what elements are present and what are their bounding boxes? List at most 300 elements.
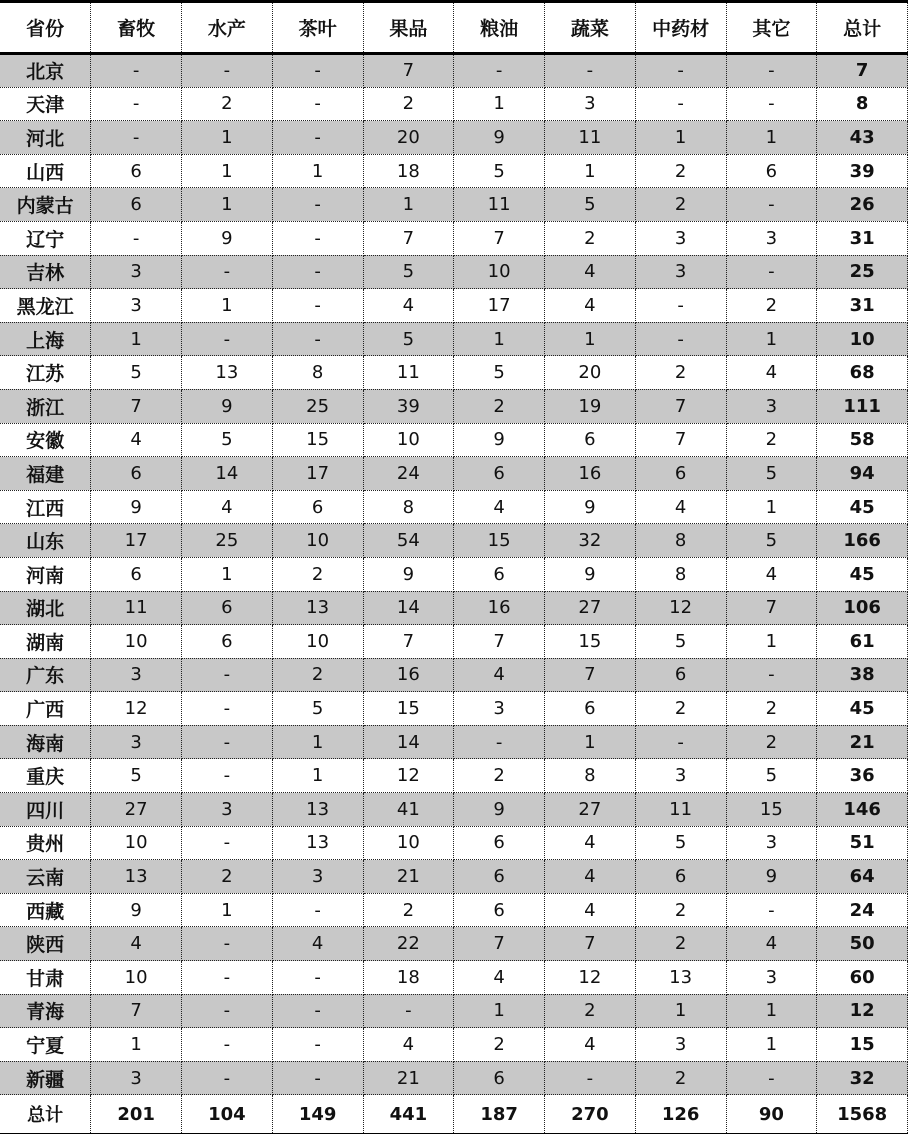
- value-cell: 4: [182, 490, 273, 524]
- row-total-cell: 12: [817, 994, 908, 1028]
- value-cell: 14: [182, 457, 273, 491]
- value-cell: 6: [454, 1061, 545, 1095]
- value-cell: 24: [363, 457, 454, 491]
- province-cell: 安徽: [0, 423, 91, 457]
- value-cell: 1: [635, 994, 726, 1028]
- value-cell: 21: [363, 860, 454, 894]
- value-cell: -: [726, 87, 817, 121]
- value-cell: 13: [91, 860, 182, 894]
- value-cell: 20: [545, 356, 636, 390]
- value-cell: 10: [91, 826, 182, 860]
- table-row: [0, 591, 908, 625]
- province-cell: 上海: [0, 322, 91, 356]
- value-cell: 4: [545, 1028, 636, 1062]
- value-cell: -: [182, 759, 273, 793]
- value-cell: 6: [454, 457, 545, 491]
- column-total-cell: 104: [182, 1095, 273, 1134]
- table-row: [0, 625, 908, 659]
- value-cell: 2: [182, 860, 273, 894]
- value-cell: -: [545, 1061, 636, 1095]
- value-cell: 11: [635, 793, 726, 827]
- row-total-cell: 36: [817, 759, 908, 793]
- value-cell: 1: [726, 322, 817, 356]
- value-cell: 5: [363, 322, 454, 356]
- province-cell: 广西: [0, 692, 91, 726]
- value-cell: -: [182, 927, 273, 961]
- table-row: [0, 893, 908, 927]
- value-cell: -: [363, 994, 454, 1028]
- value-cell: 2: [545, 221, 636, 255]
- value-cell: 3: [635, 759, 726, 793]
- value-cell: 6: [91, 457, 182, 491]
- row-total-cell: 25: [817, 255, 908, 289]
- value-cell: 15: [545, 625, 636, 659]
- table-row: [0, 490, 908, 524]
- value-cell: 7: [363, 221, 454, 255]
- table-row: [0, 927, 908, 961]
- value-cell: 9: [726, 860, 817, 894]
- value-cell: 6: [454, 826, 545, 860]
- value-cell: 1: [272, 759, 363, 793]
- row-total-cell: 60: [817, 961, 908, 995]
- value-cell: 1: [635, 121, 726, 155]
- value-cell: -: [182, 994, 273, 1028]
- value-cell: 3: [635, 1028, 726, 1062]
- province-cell: 广东: [0, 658, 91, 692]
- value-cell: 7: [545, 658, 636, 692]
- row-total-cell: 64: [817, 860, 908, 894]
- table-row: [0, 658, 908, 692]
- value-cell: 6: [635, 860, 726, 894]
- value-cell: 1: [272, 154, 363, 188]
- value-cell: 10: [272, 524, 363, 558]
- value-cell: 3: [726, 389, 817, 423]
- value-cell: 2: [454, 389, 545, 423]
- value-cell: 3: [635, 255, 726, 289]
- value-cell: 6: [635, 457, 726, 491]
- value-cell: 1: [182, 557, 273, 591]
- column-header: 蔬菜: [545, 2, 636, 54]
- value-cell: 3: [182, 793, 273, 827]
- value-cell: 3: [91, 255, 182, 289]
- value-cell: 4: [363, 289, 454, 323]
- value-cell: -: [272, 322, 363, 356]
- value-cell: 4: [545, 255, 636, 289]
- value-cell: 3: [454, 692, 545, 726]
- value-cell: 12: [91, 692, 182, 726]
- value-cell: 9: [182, 221, 273, 255]
- value-cell: 5: [272, 692, 363, 726]
- value-cell: 8: [635, 557, 726, 591]
- value-cell: 1: [182, 121, 273, 155]
- value-cell: 1: [91, 322, 182, 356]
- value-cell: 2: [363, 893, 454, 927]
- province-cell: 青海: [0, 994, 91, 1028]
- value-cell: 6: [91, 154, 182, 188]
- value-cell: 7: [454, 221, 545, 255]
- value-cell: -: [635, 725, 726, 759]
- value-cell: 2: [454, 1028, 545, 1062]
- value-cell: 7: [91, 389, 182, 423]
- value-cell: 6: [182, 625, 273, 659]
- header-row: [0, 2, 908, 54]
- value-cell: 22: [363, 927, 454, 961]
- column-header: 茶叶: [272, 2, 363, 54]
- value-cell: 32: [545, 524, 636, 558]
- value-cell: -: [635, 87, 726, 121]
- value-cell: 16: [545, 457, 636, 491]
- value-cell: 13: [272, 591, 363, 625]
- province-cell: 河北: [0, 121, 91, 155]
- value-cell: 54: [363, 524, 454, 558]
- province-cell: 吉林: [0, 255, 91, 289]
- value-cell: 18: [363, 961, 454, 995]
- value-cell: -: [182, 54, 273, 88]
- value-cell: 4: [272, 927, 363, 961]
- value-cell: 8: [272, 356, 363, 390]
- value-cell: 4: [635, 490, 726, 524]
- table-row: [0, 255, 908, 289]
- table-row: [0, 289, 908, 323]
- value-cell: 1: [182, 154, 273, 188]
- value-cell: 1: [545, 322, 636, 356]
- total-row: [0, 1095, 908, 1134]
- value-cell: 6: [182, 591, 273, 625]
- table-row: [0, 692, 908, 726]
- value-cell: 10: [91, 625, 182, 659]
- row-total-cell: 39: [817, 154, 908, 188]
- province-cell: 重庆: [0, 759, 91, 793]
- value-cell: 15: [272, 423, 363, 457]
- value-cell: 10: [91, 961, 182, 995]
- province-cell: 海南: [0, 725, 91, 759]
- value-cell: 4: [91, 927, 182, 961]
- column-total-cell: 1568: [817, 1095, 908, 1134]
- table-row: [0, 457, 908, 491]
- row-total-cell: 61: [817, 625, 908, 659]
- table-row: [0, 1028, 908, 1062]
- value-cell: 4: [545, 289, 636, 323]
- value-cell: 9: [545, 557, 636, 591]
- value-cell: 7: [635, 423, 726, 457]
- value-cell: 2: [635, 154, 726, 188]
- province-cell: 新疆: [0, 1061, 91, 1095]
- value-cell: -: [91, 221, 182, 255]
- table-row: [0, 54, 908, 88]
- value-cell: 11: [454, 188, 545, 222]
- value-cell: -: [182, 725, 273, 759]
- value-cell: 5: [363, 255, 454, 289]
- column-total-cell: 187: [454, 1095, 545, 1134]
- value-cell: 2: [454, 759, 545, 793]
- province-cell: 湖北: [0, 591, 91, 625]
- value-cell: 1: [726, 1028, 817, 1062]
- value-cell: 4: [726, 927, 817, 961]
- value-cell: 7: [635, 389, 726, 423]
- value-cell: 8: [363, 490, 454, 524]
- value-cell: 3: [726, 826, 817, 860]
- table-row: [0, 557, 908, 591]
- value-cell: 7: [91, 994, 182, 1028]
- value-cell: 3: [635, 221, 726, 255]
- value-cell: -: [182, 1028, 273, 1062]
- value-cell: -: [272, 188, 363, 222]
- value-cell: 18: [363, 154, 454, 188]
- value-cell: 9: [454, 121, 545, 155]
- value-cell: 4: [454, 490, 545, 524]
- value-cell: -: [91, 87, 182, 121]
- value-cell: 1: [182, 289, 273, 323]
- value-cell: 7: [454, 625, 545, 659]
- value-cell: 4: [726, 557, 817, 591]
- value-cell: 2: [272, 658, 363, 692]
- row-total-cell: 111: [817, 389, 908, 423]
- table-row: [0, 87, 908, 121]
- value-cell: -: [454, 54, 545, 88]
- value-cell: 4: [454, 961, 545, 995]
- value-cell: 5: [635, 625, 726, 659]
- table-row: [0, 188, 908, 222]
- value-cell: 16: [454, 591, 545, 625]
- value-cell: 3: [545, 87, 636, 121]
- value-cell: 17: [91, 524, 182, 558]
- value-cell: 1: [363, 188, 454, 222]
- table-row: [0, 1061, 908, 1095]
- value-cell: 15: [454, 524, 545, 558]
- value-cell: 27: [91, 793, 182, 827]
- value-cell: 1: [545, 725, 636, 759]
- value-cell: 1: [182, 188, 273, 222]
- value-cell: -: [182, 692, 273, 726]
- value-cell: 2: [182, 87, 273, 121]
- value-cell: 9: [545, 490, 636, 524]
- value-cell: 5: [726, 457, 817, 491]
- value-cell: 4: [363, 1028, 454, 1062]
- row-total-cell: 58: [817, 423, 908, 457]
- row-total-cell: 166: [817, 524, 908, 558]
- value-cell: 5: [545, 188, 636, 222]
- row-total-cell: 10: [817, 322, 908, 356]
- value-cell: 13: [635, 961, 726, 995]
- row-total-cell: 26: [817, 188, 908, 222]
- value-cell: 5: [726, 524, 817, 558]
- province-cell: 福建: [0, 457, 91, 491]
- value-cell: 1: [726, 625, 817, 659]
- value-cell: -: [272, 255, 363, 289]
- value-cell: -: [726, 54, 817, 88]
- province-cell: 江西: [0, 490, 91, 524]
- value-cell: 2: [726, 423, 817, 457]
- value-cell: 20: [363, 121, 454, 155]
- value-cell: 6: [454, 893, 545, 927]
- value-cell: -: [272, 893, 363, 927]
- value-cell: 13: [272, 793, 363, 827]
- value-cell: 5: [635, 826, 726, 860]
- value-cell: 4: [726, 356, 817, 390]
- value-cell: 41: [363, 793, 454, 827]
- value-cell: 9: [91, 893, 182, 927]
- province-cell: 云南: [0, 860, 91, 894]
- value-cell: 2: [545, 994, 636, 1028]
- value-cell: 1: [91, 1028, 182, 1062]
- value-cell: 4: [545, 826, 636, 860]
- value-cell: 5: [726, 759, 817, 793]
- value-cell: 13: [272, 826, 363, 860]
- value-cell: 7: [363, 625, 454, 659]
- row-total-cell: 50: [817, 927, 908, 961]
- value-cell: -: [182, 1061, 273, 1095]
- row-total-cell: 15: [817, 1028, 908, 1062]
- value-cell: -: [272, 1061, 363, 1095]
- value-cell: 15: [363, 692, 454, 726]
- province-cell: 内蒙古: [0, 188, 91, 222]
- value-cell: 10: [454, 255, 545, 289]
- value-cell: 12: [545, 961, 636, 995]
- value-cell: 21: [363, 1061, 454, 1095]
- province-cell: 北京: [0, 54, 91, 88]
- value-cell: 1: [454, 87, 545, 121]
- column-header: 果品: [363, 2, 454, 54]
- province-cell: 湖南: [0, 625, 91, 659]
- value-cell: 5: [91, 356, 182, 390]
- column-header: 省份: [0, 2, 91, 54]
- value-cell: -: [182, 322, 273, 356]
- province-cell: 四川: [0, 793, 91, 827]
- value-cell: 5: [91, 759, 182, 793]
- column-total-cell: 126: [635, 1095, 726, 1134]
- row-total-cell: 8: [817, 87, 908, 121]
- value-cell: 6: [91, 188, 182, 222]
- table-row: [0, 356, 908, 390]
- row-total-cell: 68: [817, 356, 908, 390]
- value-cell: -: [726, 1061, 817, 1095]
- value-cell: -: [91, 121, 182, 155]
- row-total-cell: 51: [817, 826, 908, 860]
- value-cell: 5: [454, 154, 545, 188]
- province-cell: 西藏: [0, 893, 91, 927]
- row-total-cell: 45: [817, 692, 908, 726]
- value-cell: 1: [545, 154, 636, 188]
- value-cell: -: [635, 322, 726, 356]
- value-cell: 5: [454, 356, 545, 390]
- value-cell: 1: [726, 121, 817, 155]
- table-row: [0, 322, 908, 356]
- table-row: [0, 423, 908, 457]
- value-cell: -: [726, 188, 817, 222]
- value-cell: -: [726, 893, 817, 927]
- value-cell: 6: [726, 154, 817, 188]
- value-cell: -: [182, 658, 273, 692]
- value-cell: 6: [272, 490, 363, 524]
- value-cell: -: [545, 54, 636, 88]
- column-header: 水产: [182, 2, 273, 54]
- value-cell: 1: [272, 725, 363, 759]
- value-cell: 7: [363, 54, 454, 88]
- value-cell: 17: [272, 457, 363, 491]
- value-cell: 2: [726, 725, 817, 759]
- table-row: [0, 725, 908, 759]
- value-cell: 9: [182, 389, 273, 423]
- value-cell: 2: [635, 356, 726, 390]
- province-cell: 河南: [0, 557, 91, 591]
- table-row: [0, 994, 908, 1028]
- column-header: 畜牧: [91, 2, 182, 54]
- province-cell: 山东: [0, 524, 91, 558]
- table-row: [0, 793, 908, 827]
- value-cell: 6: [454, 557, 545, 591]
- value-cell: -: [272, 289, 363, 323]
- value-cell: 4: [545, 893, 636, 927]
- value-cell: 4: [454, 658, 545, 692]
- row-total-cell: 43: [817, 121, 908, 155]
- value-cell: 10: [363, 826, 454, 860]
- province-cell: 宁夏: [0, 1028, 91, 1062]
- row-total-cell: 31: [817, 221, 908, 255]
- value-cell: 3: [726, 221, 817, 255]
- row-total-cell: 45: [817, 557, 908, 591]
- value-cell: 2: [635, 1061, 726, 1095]
- value-cell: -: [272, 1028, 363, 1062]
- province-cell: 山西: [0, 154, 91, 188]
- value-cell: 7: [454, 927, 545, 961]
- row-total-cell: 106: [817, 591, 908, 625]
- column-total-cell: 270: [545, 1095, 636, 1134]
- value-cell: -: [182, 961, 273, 995]
- table-row: [0, 860, 908, 894]
- table-row: [0, 389, 908, 423]
- value-cell: 9: [91, 490, 182, 524]
- value-cell: 3: [91, 725, 182, 759]
- value-cell: 5: [182, 423, 273, 457]
- column-header: 中药材: [635, 2, 726, 54]
- value-cell: 7: [545, 927, 636, 961]
- value-cell: 9: [454, 423, 545, 457]
- value-cell: 1: [726, 994, 817, 1028]
- value-cell: -: [454, 725, 545, 759]
- row-total-cell: 94: [817, 457, 908, 491]
- value-cell: 4: [545, 860, 636, 894]
- province-cell: 天津: [0, 87, 91, 121]
- value-cell: 2: [726, 692, 817, 726]
- value-cell: 25: [182, 524, 273, 558]
- table-row: [0, 759, 908, 793]
- value-cell: 2: [635, 927, 726, 961]
- value-cell: 27: [545, 591, 636, 625]
- value-cell: 11: [91, 591, 182, 625]
- value-cell: -: [272, 54, 363, 88]
- value-cell: 10: [363, 423, 454, 457]
- value-cell: 6: [635, 658, 726, 692]
- row-total-cell: 45: [817, 490, 908, 524]
- value-cell: -: [726, 255, 817, 289]
- value-cell: 1: [454, 994, 545, 1028]
- column-header: 总计: [817, 2, 908, 54]
- value-cell: 11: [363, 356, 454, 390]
- value-cell: 8: [545, 759, 636, 793]
- value-cell: 10: [272, 625, 363, 659]
- province-cell: 甘肃: [0, 961, 91, 995]
- column-total-cell: 90: [726, 1095, 817, 1134]
- value-cell: -: [91, 54, 182, 88]
- value-cell: 6: [91, 557, 182, 591]
- value-cell: 6: [454, 860, 545, 894]
- value-cell: -: [635, 289, 726, 323]
- row-total-cell: 146: [817, 793, 908, 827]
- value-cell: 16: [363, 658, 454, 692]
- value-cell: 3: [91, 1061, 182, 1095]
- value-cell: -: [272, 961, 363, 995]
- column-total-cell: 149: [272, 1095, 363, 1134]
